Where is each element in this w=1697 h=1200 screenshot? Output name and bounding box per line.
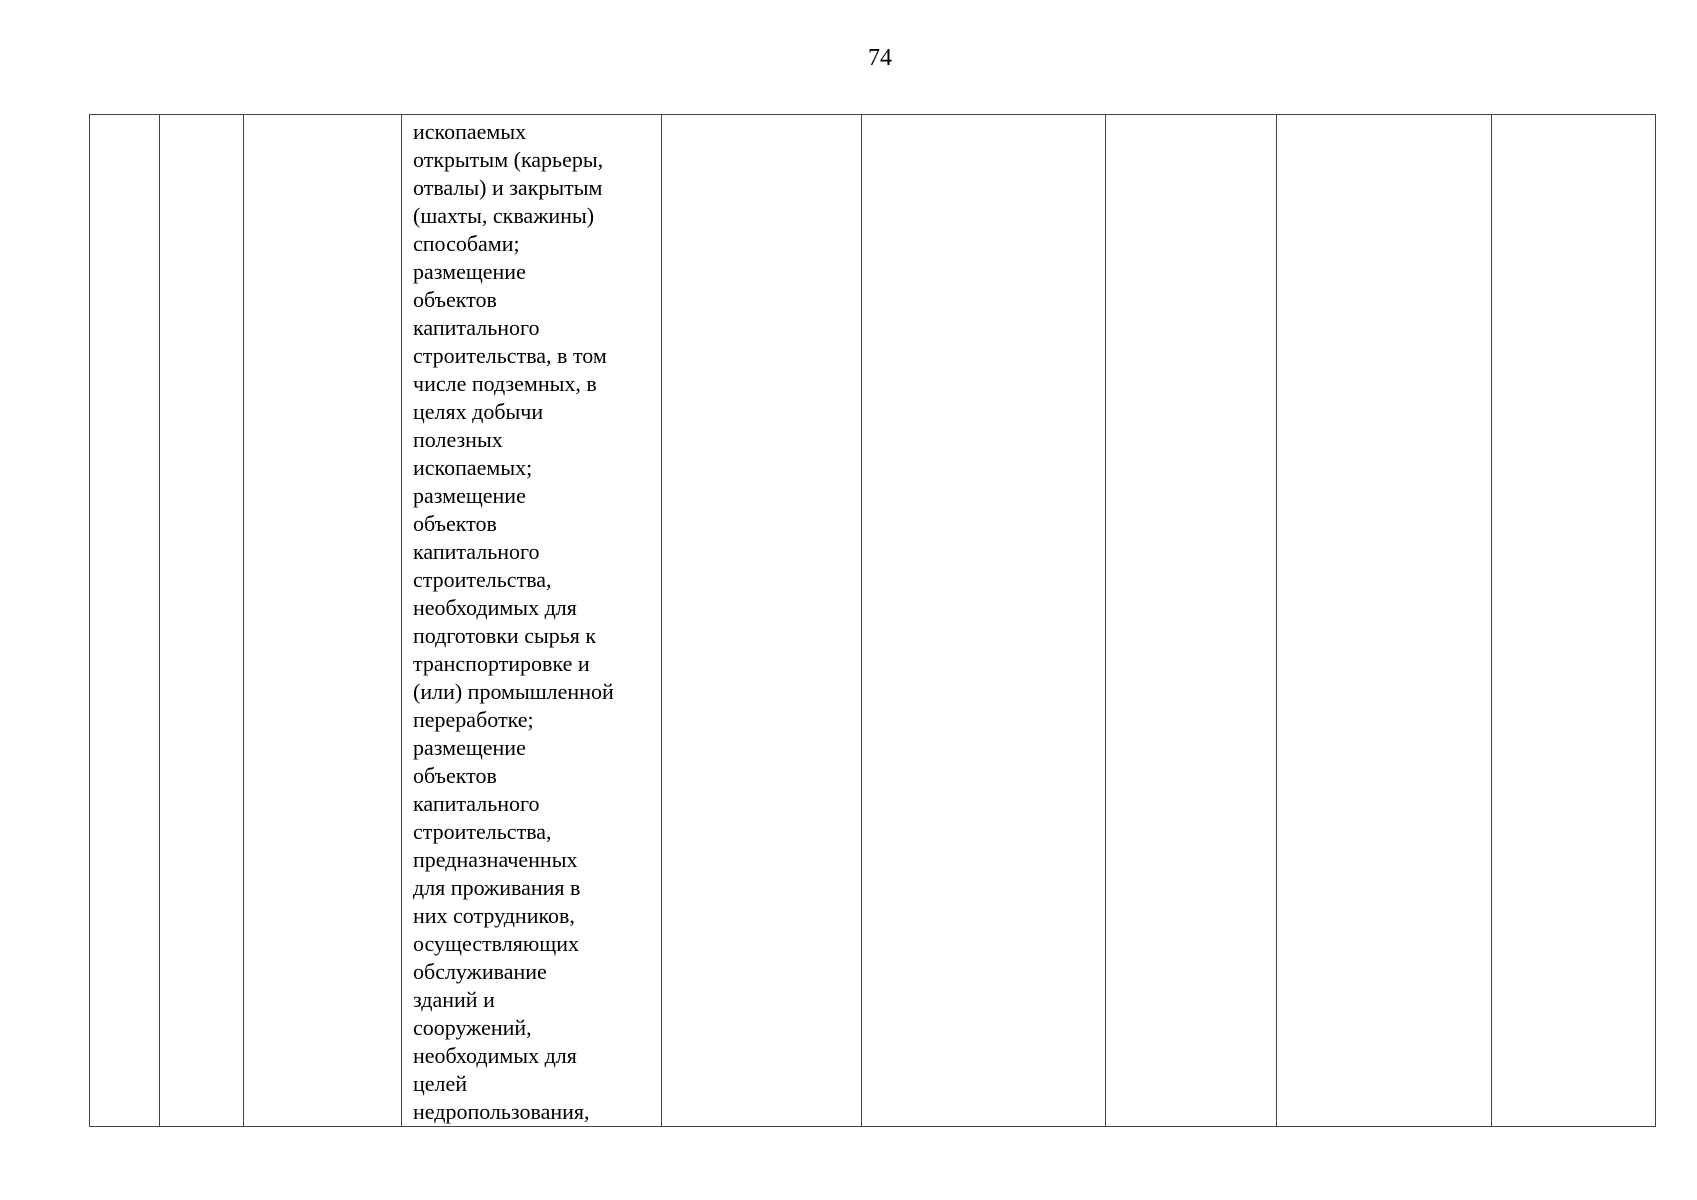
description-line: предназначенных: [413, 847, 578, 872]
table-cell-col1: [90, 115, 160, 1127]
description-line: объектов: [413, 763, 497, 788]
description-line: капитального: [413, 315, 540, 340]
description-line: ископаемых;: [413, 455, 533, 480]
description-line: способами;: [413, 231, 520, 256]
table-cell-col9: [1492, 115, 1656, 1127]
description-line: отвалы) и закрытым: [413, 175, 603, 200]
land-use-table: [89, 114, 1656, 1127]
description-line: них сотрудников,: [413, 903, 575, 928]
description-line: полезных: [413, 427, 503, 452]
description-line: объектов: [413, 511, 497, 536]
description-line: обслуживание: [413, 959, 547, 984]
description-line: строительства,: [413, 567, 552, 592]
description-line: необходимых для: [413, 1043, 577, 1068]
description-line: строительства, в том: [413, 343, 607, 368]
table-cell-col5: [662, 115, 862, 1127]
table-cell-col6: [862, 115, 1106, 1127]
table-cell-col2: [160, 115, 244, 1127]
table-cell-col7: [1106, 115, 1277, 1127]
permitted-use-description: [402, 115, 661, 1126]
description-line: недропользования,: [413, 1099, 590, 1124]
table-cell-col3: [244, 115, 402, 1127]
table-row: [90, 115, 1656, 1127]
description-line: сооружений,: [413, 1015, 532, 1040]
description-line: необходимых для: [413, 595, 577, 620]
description-line: размещение: [413, 483, 526, 508]
description-line: (шахты, скважины): [413, 203, 595, 228]
page-number: 74: [868, 45, 892, 71]
description-line: целях добычи: [413, 399, 544, 424]
description-line: открытым (карьеры,: [413, 147, 604, 172]
description-line: размещение: [413, 259, 526, 284]
description-line: подготовки сырья к: [413, 623, 597, 648]
description-line: числе подземных, в: [413, 371, 597, 396]
description-line: целей: [413, 1071, 468, 1096]
description-line: осуществляющих: [413, 931, 579, 956]
description-line: объектов: [413, 287, 497, 312]
description-line: для проживания в: [413, 875, 581, 900]
description-line: переработке;: [413, 707, 534, 732]
description-line: размещение: [413, 735, 526, 760]
description-line: строительства,: [413, 819, 552, 844]
description-line: транспортировке и: [413, 651, 590, 676]
description-line: зданий и: [413, 987, 495, 1012]
description-line: капитального: [413, 791, 540, 816]
description-line: капитального: [413, 539, 540, 564]
table-cell-col4: [402, 115, 662, 1127]
description-line: (или) промышленной: [413, 679, 614, 704]
table-cell-col8: [1277, 115, 1492, 1127]
description-line: ископаемых: [413, 119, 527, 144]
